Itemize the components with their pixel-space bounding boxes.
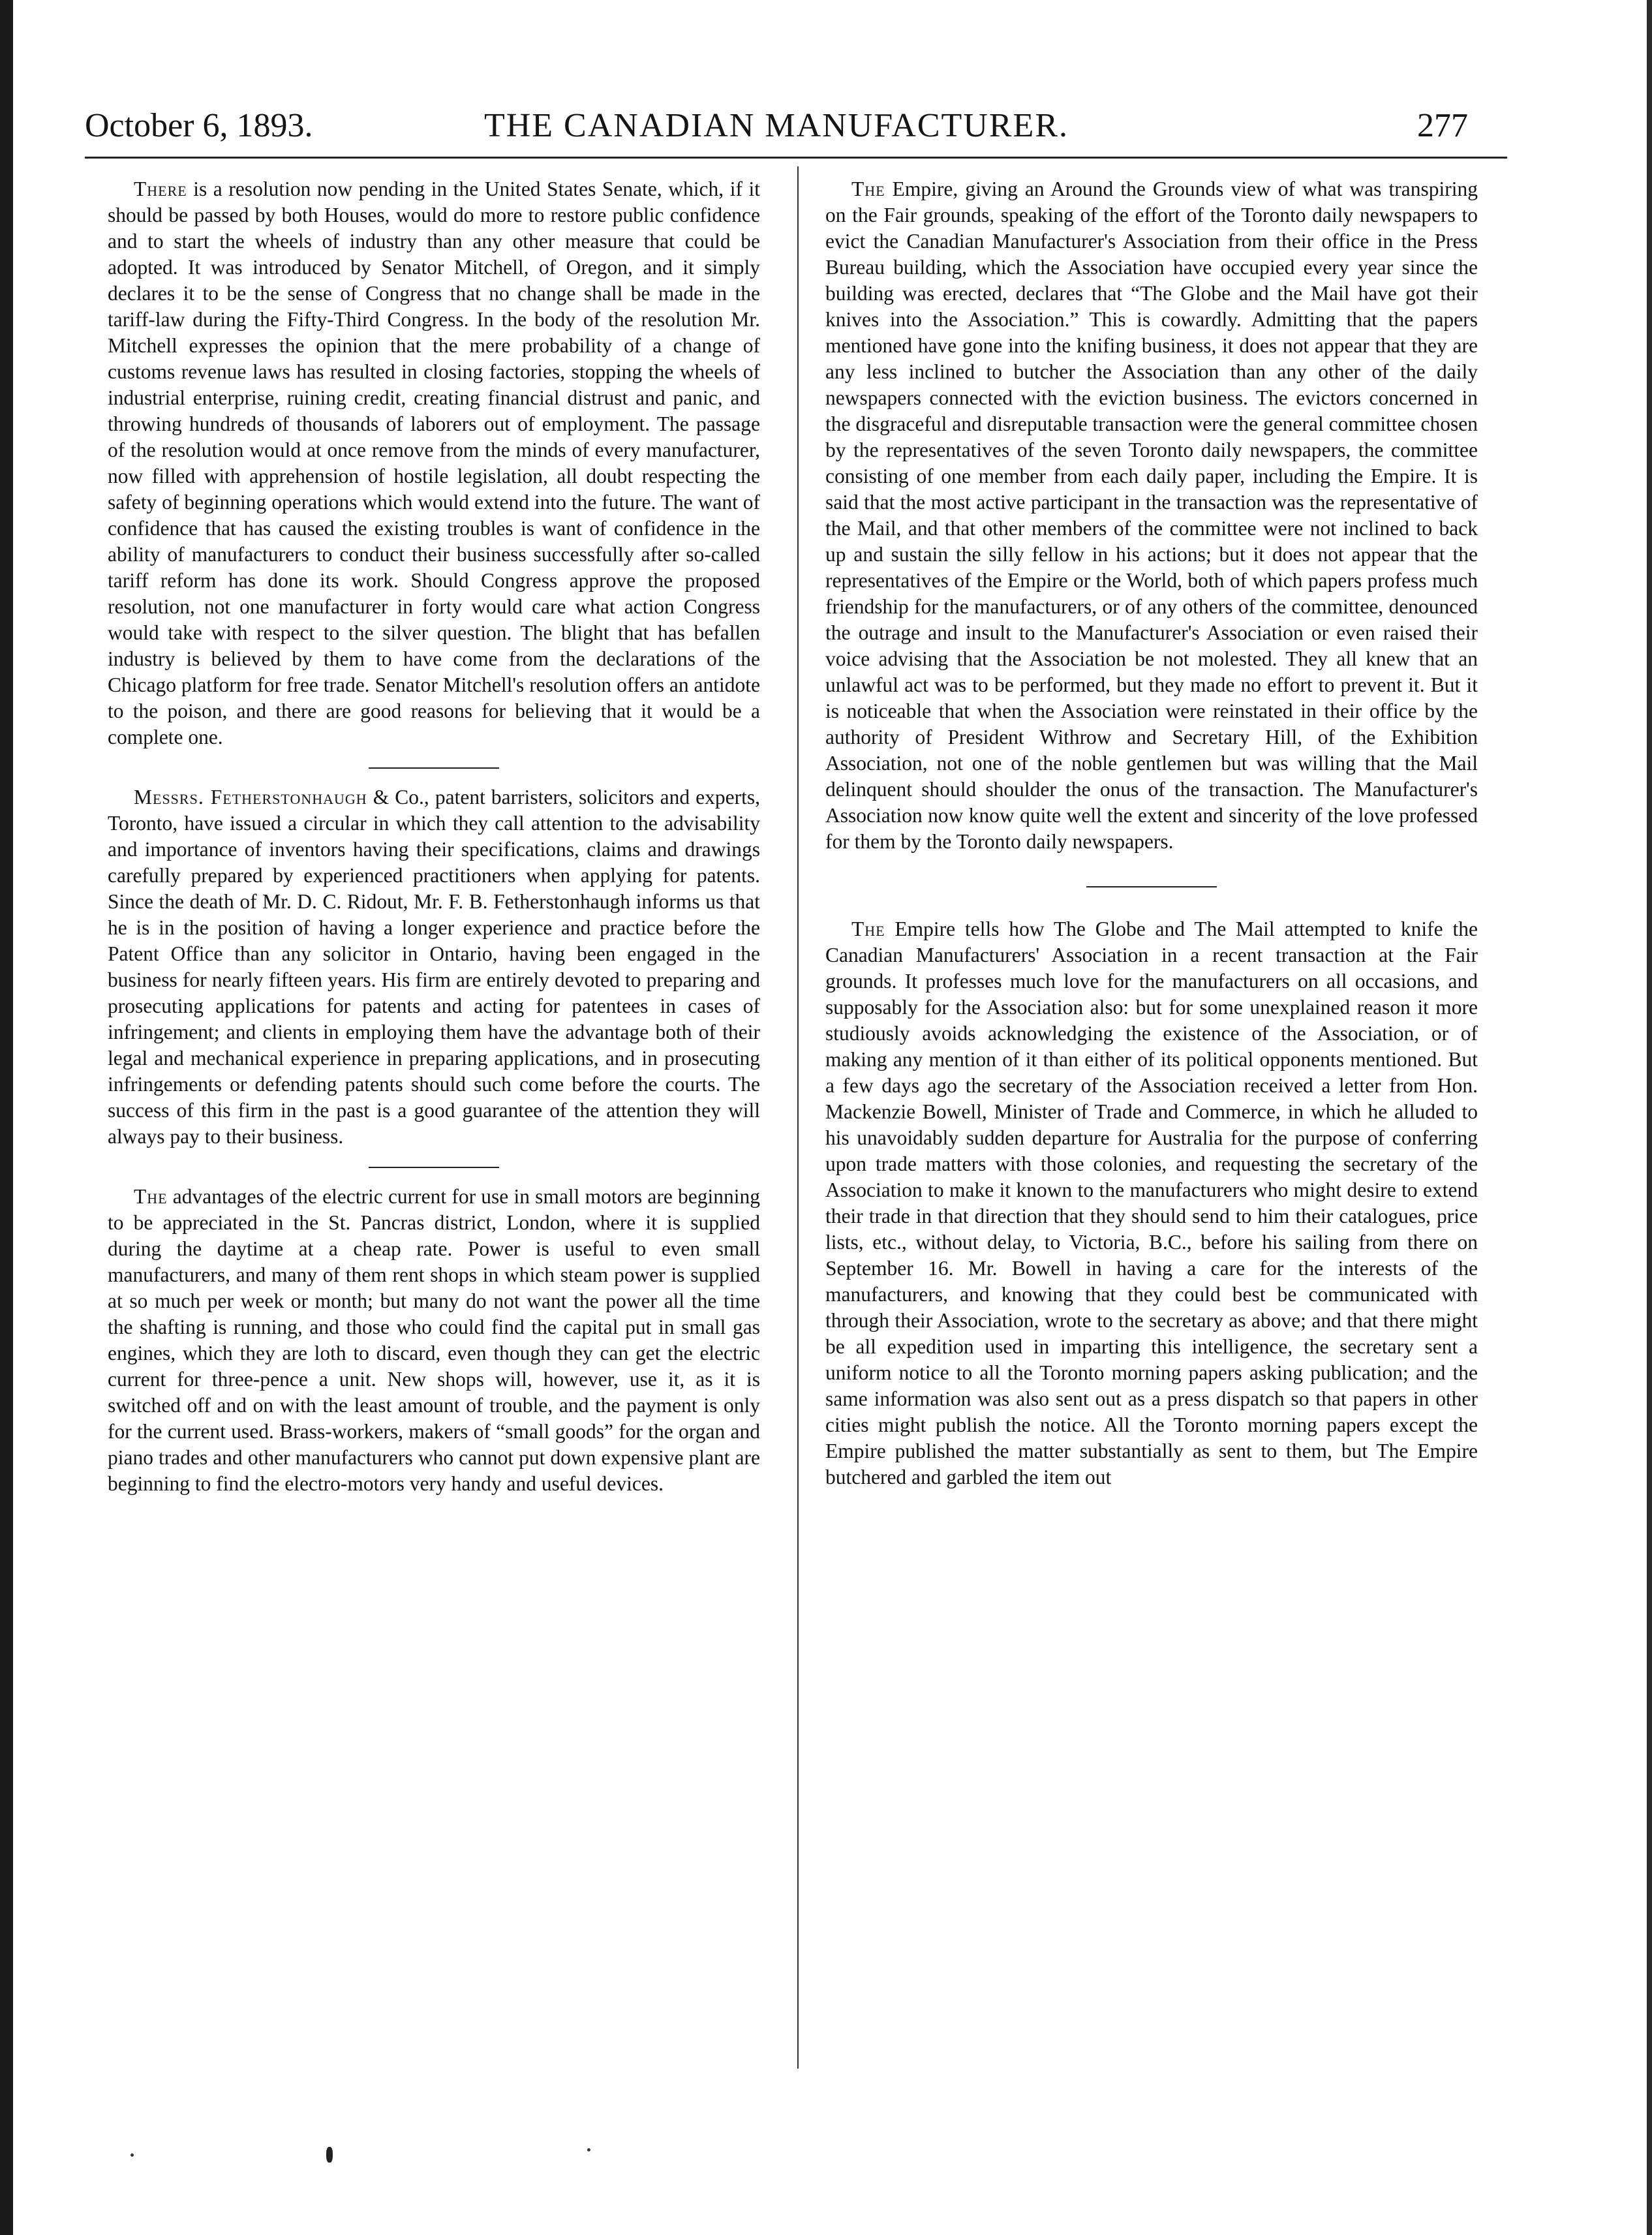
- page-right-edge: [1647, 0, 1652, 2235]
- column-divider: [797, 166, 799, 2069]
- article-text: Empire, giving an Around the Grounds view of what was transpiring on the Fair grounds, speaking of the effort of the Toronto daily newspapers to evict the Canadian Manufacturer's Association from their office in the Press Bureau building, which the Association have occupied every year since the building was erected, declares that “The Globe and the Mail have got their knives into the Association.” This is cowardly. Admitting that the papers mentioned have gone into the knifing business, it does not appear that they are any less inclined to butcher the Association than any other of the daily newspapers connected with the eviction business. The evictors concerned in the disgraceful and disreputable transaction were the general committee chosen by the representatives of the seven Toronto daily newspapers, the committee consisting of one member from each daily paper, including the Empire. It is said that the most active participant in the transaction was the representative of the Mail, and that other members of the committee were not inclined to back up and sustain the silly fellow in his actions; but it does not appear that the representatives of the Empire or the World, both of which papers profess much friendship for the manufacturers, or of any others of the committee, denounced the outrage and insult to the Manufacturer's Association or even raised their voice advising that the Association be not molested. They all knew that an unlawful act was to be performed, but they made no effort to prevent it. But it is noticeable that when the Association were reinstated in their office by the authority of President Withrow and Secretary Hill, of the Exhibition Association, not one of the noble gentlemen but was willing that the Mail delinquent should shoulder the onus of the transaction. The Manufacturer's Association now know quite well the extent and sincerity of the love professed for them by the Toronto daily newspapers.: [825, 177, 1478, 853]
- article-text: Empire tells how The Globe and The Mail attempted to knife the Canadian Manufacturers' Association in a recent transaction at the Fair grounds. It professes much love for the manufacturers on all occasions, and supposably for the Association also: but for some unexplained reason it more studiously avoids acknowledging the existence of the Association, or of making any mention of it than either of its political opponents mentioned. But a few days ago the secretary of the Association received a letter from Hon. Mackenzie Bowell, Minister of Trade and Commerce, in which he alluded to his unavoidably sudden departure for Australia for the purpose of conferring upon trade matters with those colonies, and requesting the secretary of the Association to make it known to the manufacturers who might desire to extend their trade in that direction that they should send to him their catalogues, price lists, etc., without delay, to Victoria, B.C., before his sailing from there on September 16. Mr. Bowell in having a care for the interests of the manufacturers, and knowing that they could best be communicated with through their Association, wrote to the secretary as above; and that there might be all expedition used in imparting this intelligence, the secretary sent a uniform notice to all the Toronto morning papers asking publication; and the same information was also sent out as a press dispatch so that papers in other cities might publish the notice. All the Toronto morning papers except the Empire published the matter substantially as sent to them, but The Empire butchered and garbled the item out: [825, 917, 1478, 1488]
- page-binding-edge: [0, 0, 13, 2235]
- print-speck: [587, 2148, 590, 2151]
- print-speck: [130, 2153, 134, 2157]
- article-text: advantages of the electric current for use in small motors are beginning to be appreciated in the St. Pancras district, London, where it is supplied during the daytime at a cheap rate. Power is useful to even small manufacturers, and many of them rent shops in which steam power is supplied at so much per week or month; but many do not want the power all the time the shafting is running, and those who could find the capital put in small gas engines, which they are loth to discard, even though they can get the electric current for three-pence a unit. New shops will, however, use it, as it is switched off and on with the least amount of trouble, and the payment is only for the current used. Brass-workers, makers of “small goods” for the organ and piano trades and other manufacturers who cannot put down expensive plant are beginning to find the electro-motors very handy and useful devices.: [108, 1185, 760, 1495]
- article-electric-current: [108, 1184, 760, 1497]
- publication-title: THE CANADIAN MANUFACTURER.: [483, 107, 1069, 144]
- print-speck: [326, 2147, 333, 2163]
- article-separator: [369, 767, 499, 769]
- article-fetherstonhaugh: [108, 784, 760, 1150]
- running-head: [85, 97, 1468, 155]
- article-senate-resolution: [108, 176, 760, 750]
- right-column: [825, 176, 1478, 1490]
- article-empire-fair-grounds: [825, 176, 1478, 855]
- lead-word: The: [851, 917, 885, 940]
- article-separator: [369, 1167, 499, 1168]
- article-empire-globe-mail: [825, 916, 1478, 1490]
- header-rule: [85, 157, 1507, 159]
- lead-word: The: [851, 177, 885, 200]
- issue-date: October 6, 1893.: [85, 107, 313, 144]
- lead-word: Messrs. Fetherstonhaugh: [134, 786, 367, 809]
- page-number: 277: [1417, 107, 1468, 144]
- left-column: [108, 176, 760, 1497]
- lead-word: There: [134, 177, 187, 200]
- article-separator: [1086, 886, 1217, 887]
- article-text: & Co., patent barristers, solicitors and experts, Toronto, have issued a circular in which they call attention to the advisability and importance of inventors having their specifications, claims and drawings carefully prepared by experienced practitioners when applying for patents. Since the death of Mr. D. C. Ridout, Mr. F. B. Fetherstonhaugh informs us that he is in the position of having a longer experience and practice before the Patent Office than any solicitor in Ontario, having been engaged in the business for nearly fifteen years. His firm are entirely devoted to preparing and prosecuting applications for patents and acting for patentees in cases of infringement; and clients in employing them have the advantage both of their legal and mechanical experience in preparing applications, and in prosecuting infringements or defending patents should such come before the courts. The success of this firm in the past is a good guarantee of the attention they will always pay to their business.: [108, 786, 760, 1148]
- article-text: is a resolution now pending in the United States Senate, which, if it should be passed by both Houses, would do more to restore public confidence and to start the wheels of industry than any other measure that could be adopted. It was introduced by Senator Mitchell, of Oregon, and it simply declares it to be the sense of Congress that no change shall be made in the tariff-law during the Fifty-Third Congress. In the body of the resolution Mr. Mitchell expresses the opinion that the mere probability of a change of customs revenue laws has resulted in closing factories, stopping the wheels of industrial enterprise, ruining credit, creating financial distrust and panic, and throwing hundreds of thousands of laborers out of employment. The passage of the resolution would at once remove from the minds of every manufacturer, now filled with apprehension of hostile legislation, all doubt respecting the safety of beginning operations which would extend into the future. The want of confidence that has caused the existing troubles is want of confidence in the ability of manufacturers to conduct their business successfully after so-called tariff reform has done its work. Should Congress approve the proposed resolution, not one manufacturer in forty would care what action Congress would take with respect to the silver question. The blight that has befallen industry is believed by them to have come from the declarations of the Chicago platform for free trade. Senator Mitchell's resolution offers an antidote to the poison, and there are good reasons for believing that it would be a complete one.: [108, 177, 760, 748]
- lead-word: The: [134, 1185, 168, 1208]
